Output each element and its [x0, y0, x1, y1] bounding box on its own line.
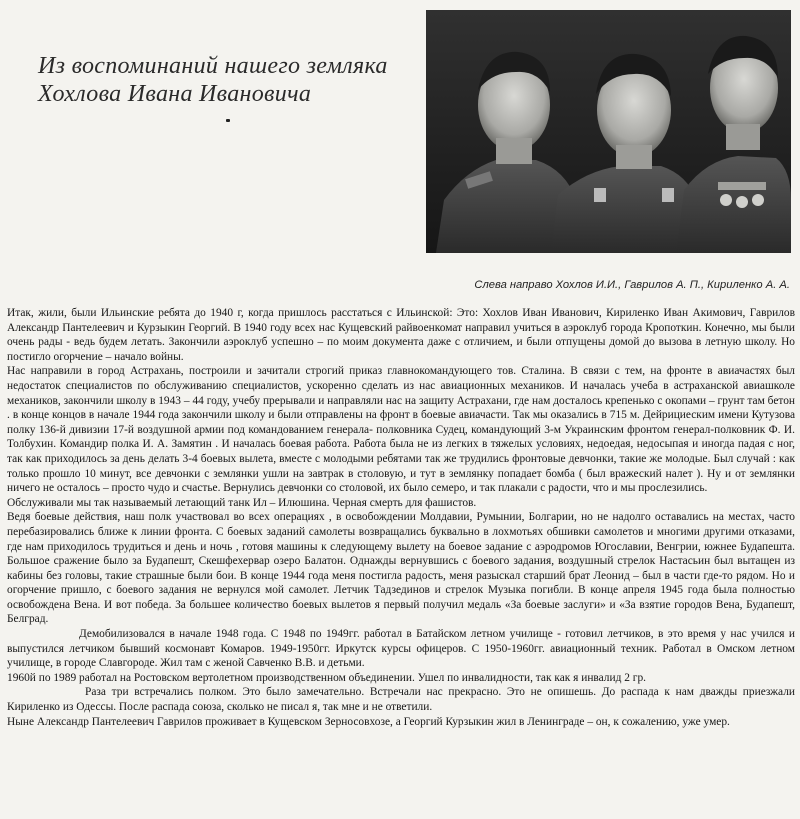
memoir-text — [7, 306, 795, 729]
paragraph-6: 1960й по 1989 работал на Ростовском вертолетном производственном объединении. Ушел по инвалидности, так как я инвалид 2 гр. — [7, 671, 646, 684]
document-title — [38, 52, 418, 108]
paragraph-8: Ныне Александр Пантелеевич Гаврилов проживает в Кущевском Зерносовхозе, а Георгий Курзыкин жил в Ленинграде – он, к сожалению, уже умер. — [7, 715, 730, 728]
portrait-photo — [426, 10, 791, 253]
title-line-2: Хохлова Ивана Ивановича — [38, 81, 312, 107]
paragraph-1: Итак, жили, были Ильинские ребята до 1940 г, когда пришлось расстаться с Ильинской: Это: Хохлов Иван Иванович, Кириленко Иван Акимович, Гаврилов Александр Пантелеевич и Курзыкин Георгий. В 1940 году всех нас Кущевский райвоенкомат направил учиться в аэроклуб города Кропоткин. Конечно, мы были очень рады - ведь будем летать. Закончили аэроклуб успешно – по моим документа даже с отличием, и были отпущены домой до вызова в летную школу. Но постигло огорчение – начало войны. — [7, 307, 795, 363]
paragraph-5: Демобилизовался в начале 1948 года. С 1948 по 1949гг. работал в Батайском летном училище - готовил летчиков, в это время у нас учился и выпустился летчиком бывший космонавт Комаров. 1949-1950гг. Иркутск курсы офицеров. С 1950-1960гг. авиационный техник. Работал в Омском летном училище, в городе Славгороде. Жил там с женой Савченко В.В. и детьми. — [7, 628, 795, 670]
three-soldiers-portrait-image — [426, 10, 791, 253]
paragraph-2: Нас направили в город Астрахань, построили и зачитали строгий приказ главнокомандующего тов. Сталина. В связи с тем, на фронте в авиачастях был недостаток специалистов по обслуживанию специалистов, ускоренно сделать из нас авиационных механиков. И началась учеба в астраханской авиашколе механиков, закончили школу в 1943 – 44 году, учебу прерывали и направляли нас на защиту Астрахани, где нам досталось крепенько с окопами – грунт там бетон . в конце концов в начале 1944 года закончили школу и были отправлены на фронт в боевые авиачасти. Так мы оказались в 715 м. Дейрициеским имени Кутузова полку 136-й дивизии 17-й воздушной армии под командованием генерала- полковника Судец, командующий 3-м Украинским фронтом генерал-полковник Ф. И. Толбухин. Командир полка И. А. Замятин . И началась боевая работа. Работа была не из легких в тяжелых условиях, недоедая, недосыпая и иногда падая с ног, так как приходилось за день делать 3-4 боевых вылета, вместе с молодыми ребятами так же трудились фронтовые девчонки, такие же молодые. Был случай : как только прошло 10 минут, все девчонки с землянки ушли на завтрак в столовую, и тут в землянку попадает бомба ( был вражеский налет ). Ну и от землянки ничего не осталось – просто чудо и счастье. Вернулись девчонки со столовой, их было семеро, и так плакали с радости, что и мы прослезились. — [7, 365, 795, 495]
paragraph-7: Раза три встречались полком. Это было замечательно. Встречали нас прекрасно. Это не опишешь. До распада к нам дважды приезжали Кириленко из Одессы. После распада союза, сколько не писал я, так мне и не ответили. — [7, 686, 795, 714]
title-mark — [226, 119, 230, 122]
title-line-1: Из воспоминаний нашего земляка — [38, 53, 388, 79]
paragraph-4: Ведя боевые действия, наш полк участвовал во всех операциях , в освобождении Молдавии, Румынии, Болгарии, но не надолго оставались на местах, часто перебазировались ближе к линии фронта. С боевых заданий самолеты возвращались буквально в лохмотьях обшивки самолетов и многими другими отказами, где нам приходилось трудиться и день и ночь , готовя машины к следующему вылету на боевое задание с аэродромов Югославии, Венгрии, южнее Будапешта. Большое сражение было за Будапешт, Скешфехервар озеро Балатон. Однажды вернувшись с боевого задания, воздушный стрелок Настасьин был вытащен из кабины без головы, такие страшные были бои. В конце 1944 года меня постигла радость, меня разыскал старший брат Леонид – был в части где-то рядом. Но и огорчение пришло, с боевого задания не вернулся мой самолет. Летчик Тадзединов и стрелок Музыка погибли. В конце апреля 1945 года была полностью освобождена Вена. И вот победа. За большее количество боевых вылетов я первый получил медаль «За боевые заслуги» и «За взятие городов Вена, Будапешт, Белград. — [7, 511, 795, 626]
photo-caption: Слева направо Хохлов И.И., Гаврилов А. П., Кириленко А. А. — [474, 279, 790, 291]
paragraph-3: Обслуживали мы так называемый летающий танк Ил – Илюшина. Черная смерть для фашистов. — [7, 496, 477, 509]
